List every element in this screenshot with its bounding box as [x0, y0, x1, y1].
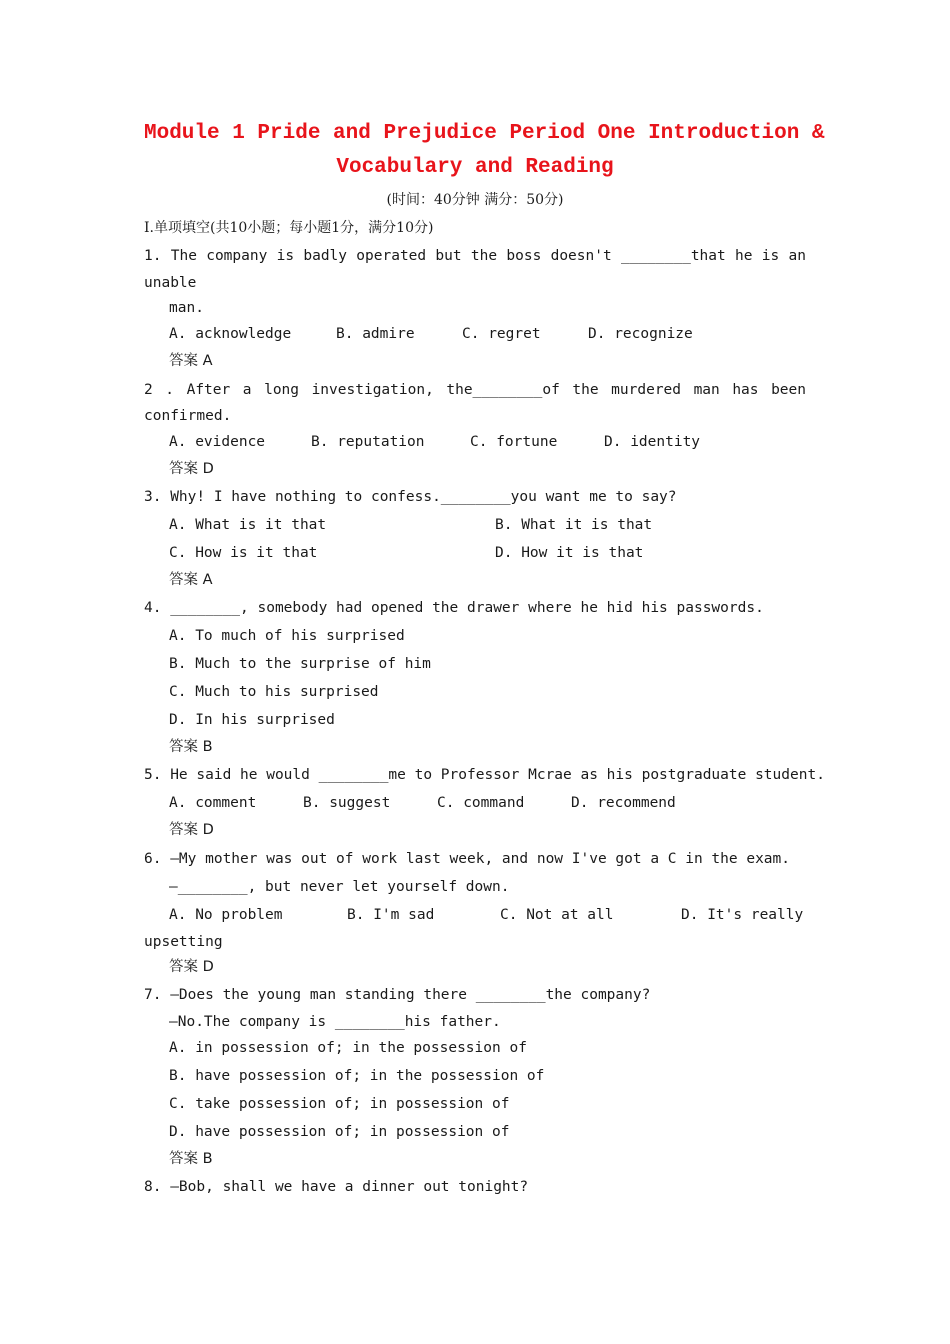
- question-3-option-a: A. What is it that: [169, 517, 327, 533]
- question-3-answer: 答案 A: [169, 572, 213, 588]
- question-5-option-a: A. comment: [169, 795, 257, 811]
- question-3-stem: 3. Why! I have nothing to confess.________you want me to say?: [144, 489, 677, 505]
- question-7-response: —No.The company is ________his father.: [169, 1014, 501, 1030]
- question-3-option-d: D. How it is that: [495, 545, 644, 561]
- question-2-stem-cont: confirmed.: [144, 408, 232, 424]
- time-score-note: (时间：40分钟 满分：50分): [386, 192, 564, 208]
- question-1-option-a: A. acknowledge: [169, 326, 292, 342]
- question-4-option-b: B. Much to the surprise of him: [169, 656, 431, 672]
- question-8-stem: 8. —Bob, shall we have a dinner out tonight?: [144, 1179, 529, 1195]
- question-5-option-b: B. suggest: [303, 795, 391, 811]
- question-2-answer: 答案 D: [169, 461, 214, 477]
- question-6-option-d: D. It's really: [681, 907, 804, 923]
- question-6-option-a: A. No problem: [169, 907, 283, 923]
- question-7-option-b: B. have possession of; in the possession of: [169, 1068, 545, 1084]
- question-4-option-c: C. Much to his surprised: [169, 684, 379, 700]
- question-4-option-d: D. In his surprised: [169, 712, 335, 728]
- question-1-stem: 1. The company is badly operated but the boss doesn't ________that he is an: [144, 248, 806, 264]
- question-5-option-d: D. recommend: [571, 795, 676, 811]
- question-2-option-a: A. evidence: [169, 434, 266, 450]
- question-7-option-a: A. in possession of; in the possession of: [169, 1040, 527, 1056]
- question-1-stem-cont: unable: [144, 275, 197, 291]
- question-7-stem: 7. —Does the young man standing there ________the company?: [144, 987, 651, 1003]
- question-6-option-c: C. Not at all: [500, 907, 614, 923]
- question-1-option-c: C. regret: [462, 326, 541, 342]
- question-2-option-b: B. reputation: [311, 434, 425, 450]
- question-6-stem: 6. —My mother was out of work last week, and now I've got a C in the exam.: [144, 851, 791, 867]
- question-2-option-c: C. fortune: [470, 434, 558, 450]
- question-3-option-c: C. How is it that: [169, 545, 318, 561]
- question-4-answer: 答案 B: [169, 739, 213, 755]
- question-1-option-b: B. admire: [336, 326, 415, 342]
- question-1-option-d: D. recognize: [588, 326, 693, 342]
- question-7-answer: 答案 B: [169, 1151, 213, 1167]
- document-title-line-1: Module 1 Pride and Prejudice Period One Introduction &: [144, 122, 825, 145]
- question-6-answer: 答案 D: [169, 959, 214, 975]
- question-5-option-c: C. command: [437, 795, 525, 811]
- question-2-stem: 2 . After a long investigation, the________of the murdered man has been: [144, 382, 806, 398]
- section-heading: Ⅰ.单项填空(共10小题；每小题1分，满分10分): [144, 220, 434, 236]
- question-5-stem: 5. He said he would ________me to Professor Mcrae as his postgraduate student.: [144, 767, 825, 783]
- document-title-line-2: Vocabulary and Reading: [336, 156, 614, 179]
- question-7-option-c: C. take possession of; in possession of: [169, 1096, 510, 1112]
- question-1-answer: 答案 A: [169, 353, 213, 369]
- question-6-option-d-cont: upsetting: [144, 934, 223, 950]
- question-4-stem: 4. ________, somebody had opened the drawer where he hid his passwords.: [144, 600, 764, 616]
- question-1-stem-cont: man.: [169, 300, 204, 316]
- question-3-option-b: B. What it is that: [495, 517, 653, 533]
- question-7-option-d: D. have possession of; in possession of: [169, 1124, 510, 1140]
- question-6-option-b: B. I'm sad: [347, 907, 435, 923]
- question-2-option-d: D. identity: [604, 434, 701, 450]
- question-6-response: —________, but never let yourself down.: [169, 879, 510, 895]
- question-5-answer: 答案 D: [169, 822, 214, 838]
- question-4-option-a: A. To much of his surprised: [169, 628, 405, 644]
